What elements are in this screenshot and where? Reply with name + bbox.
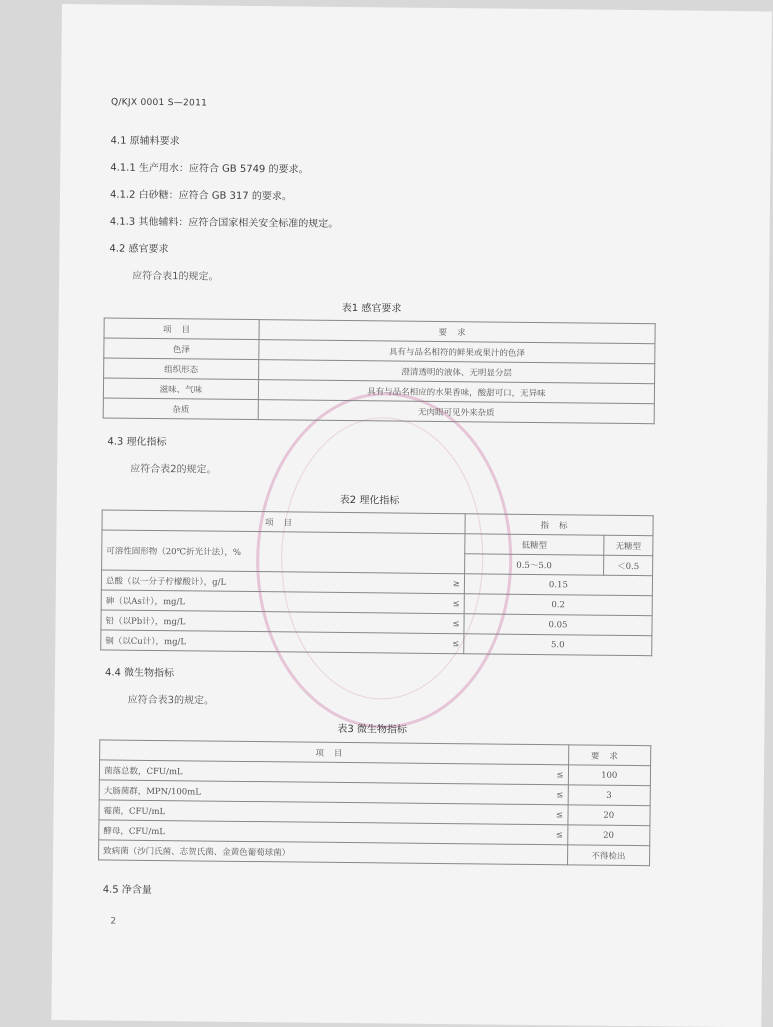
- table3-header-req: 要求: [568, 745, 651, 766]
- section-4-5: 4.5 净含量: [102, 884, 152, 896]
- section-4-4: 4.4 微生物指标: [104, 667, 175, 680]
- section-4-2-note: 应符合表1的规定。: [132, 270, 219, 283]
- table3-microbial: [98, 739, 651, 866]
- table-row: 滋味、气味 具有与品名相应的水果香味，酸甜可口，无异味: [103, 378, 654, 404]
- table2-caption: 表2 理化指标: [339, 494, 400, 507]
- page-number: 2: [110, 916, 117, 927]
- section-4-3-note: 应符合表2的规定。: [130, 463, 217, 476]
- table-row: 砷（以As计），mg/L ≤ 0.2: [101, 590, 652, 616]
- section-4-1-3: 4.1.3 其他辅料：应符合国家相关安全标准的规定。: [109, 216, 339, 230]
- section-4-1: 4.1 原辅料要求: [110, 135, 180, 148]
- table-row: 总酸（以一分子柠檬酸计），g/L ≥ 0.15: [101, 570, 652, 596]
- table1-header-req: 要求: [259, 320, 655, 344]
- table-row: 霉菌，CFU/mL ≤ 20: [99, 800, 650, 826]
- table1-header-item: 项目: [104, 318, 259, 340]
- table1-sensory: [103, 317, 656, 424]
- section-4-4-note: 应符合表3的规定。: [127, 694, 215, 707]
- table2-solids-label: 可溶性固形物（20℃折光计法），%: [102, 530, 465, 574]
- standard-number: Q/KJX 0001 S—2011: [110, 97, 208, 109]
- section-4-1-1: 4.1.1 生产用水：应符合 GB 5749 的要求。: [110, 162, 309, 176]
- table1-caption: 表1 感官要求: [341, 302, 402, 315]
- table-row: 色泽 具有与品名相符的鲜果或果汁的色泽: [104, 338, 655, 364]
- table-row: 菌落总数，CFU/mL ≤ 100: [99, 760, 650, 786]
- table2-header-index: 指标: [465, 514, 653, 536]
- table-row: 致病菌（沙门氏菌、志贺氏菌、金黄色葡萄球菌） 不得检出: [99, 840, 650, 866]
- table-row: 组织形态 澄清透明的液体、无明显分层: [104, 358, 655, 384]
- table2-subheader-none: 无糖型: [604, 535, 653, 556]
- section-4-1-2: 4.1.2 白砂糖：应符合 GB 317 的要求。: [109, 189, 292, 203]
- table3-header-item: 项目: [100, 740, 569, 765]
- section-4-2: 4.2 感官要求: [109, 243, 169, 256]
- table2-solids-low: 0.5～5.0: [465, 554, 604, 575]
- table2-subheader-low: 低糖型: [465, 534, 604, 555]
- document-page: [51, 4, 772, 1027]
- table-row: 杂质 无肉眼可见外来杂质: [103, 398, 654, 424]
- table-row: 铜（以Cu计），mg/L ≤ 5.0: [101, 630, 652, 656]
- table3-caption: 表3 微生物指标: [337, 723, 408, 736]
- table-row: 铅（以Pb计），mg/L ≤ 0.05: [101, 610, 652, 636]
- table2-solids-none: ＜0.5: [604, 555, 653, 576]
- table-row: 大肠菌群，MPN/100mL ≤ 3: [99, 780, 650, 806]
- table-row: 酵母，CFU/mL ≤ 20: [99, 820, 650, 846]
- section-4-3: 4.3 理化指标: [107, 436, 167, 449]
- table2-physicochemical: [100, 509, 653, 656]
- table2-header-item: 项目: [102, 510, 465, 534]
